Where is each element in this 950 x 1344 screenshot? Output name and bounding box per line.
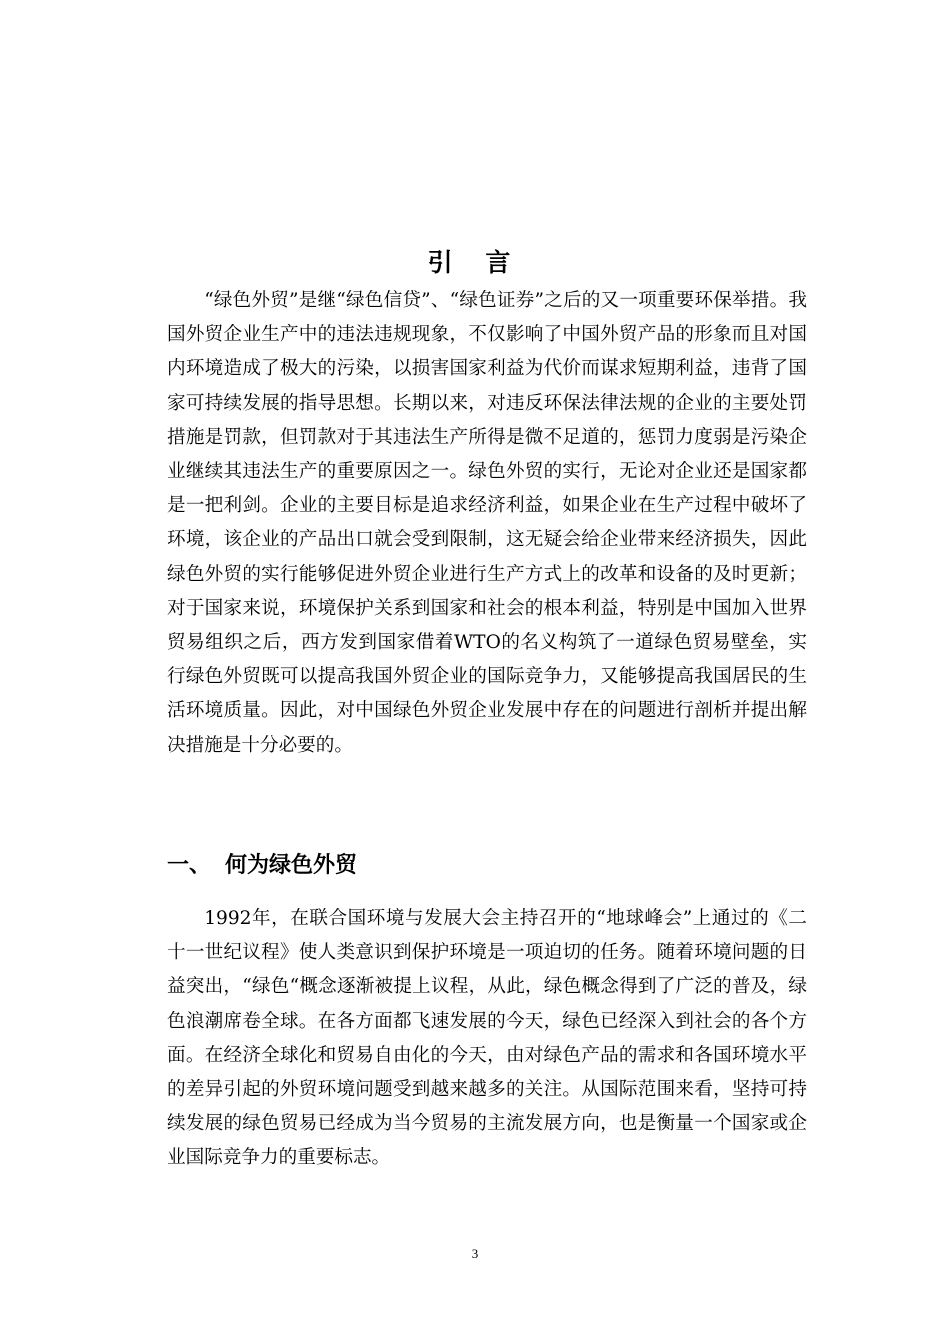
section-paragraph: 1992年，在联合国环境与发展大会主持召开的“地球峰会”上通过的《二十一世纪议程》使人类意识到保护环境是一项迫切的任务。随着环境问题的日益突出，“绿色“概念逐渐被提上议程，从此，绿色概念得到了广泛的普及，绿色浪潮席卷全球。在各方面都飞速发展的今天，绿色已经深入到社会的各个方面。在经济全球化和贸易自由化的今天，由对绿色产品的需求和各国环境水平的差异引起的外贸环境问题受到越来越多的关注。从国际范围来看，坚持可持续发展的绿色贸易已经成为当今贸易的主流发展方向，也是衡量一个国家或企业国际竞争力的重要标志。: [167, 908, 807, 1169]
section-number: 一、: [167, 853, 212, 878]
page-number: 3: [471, 1246, 479, 1261]
page-title: 引 言: [427, 247, 523, 277]
section-title: 何为绿色外贸: [225, 853, 358, 878]
intro-paragraph: “绿色外贸”是继“绿色信贷”、“绿色证券”之后的又一项重要环保举措。我国外贸企业生产中的违法违规现象，不仅影响了中国外贸产品的形象而且对国内环境造成了极大的污染，以损害国家利益为代价而谋求短期利益，违背了国家可持续发展的指导思想。长期以来，对违反环保法律法规的企业的主要处罚措施是罚款，但罚款对于其违法生产所得是微不足道的，惩罚力度弱是污染企业继续其违法生产的重要原因之一。绿色外贸的实行，无论对企业还是国家都是一把利剑。企业的主要目标是追求经济利益，如果企业在生产过程中破坏了环境，该企业的产品出口就会受到限制，这无疑会给企业带来经济损失，因此绿色外贸的实行能够促进外贸企业进行生产方式上的改革和设备的及时更新；对于国家来说，环境保护关系到国家和社会的根本利益，特别是中国加入世界贸易组织之后，西方发到国家借着WTO的名义构筑了一道绿色贸易壁垒，实行绿色外贸既可以提高我国外贸企业的国际竞争力，又能够提高我国居民的生活环境质量。因此，对中国绿色外贸企业发展中存在的问题进行剖析并提出解决措施是十分必要的。: [167, 290, 807, 756]
section-heading: [167, 846, 807, 886]
